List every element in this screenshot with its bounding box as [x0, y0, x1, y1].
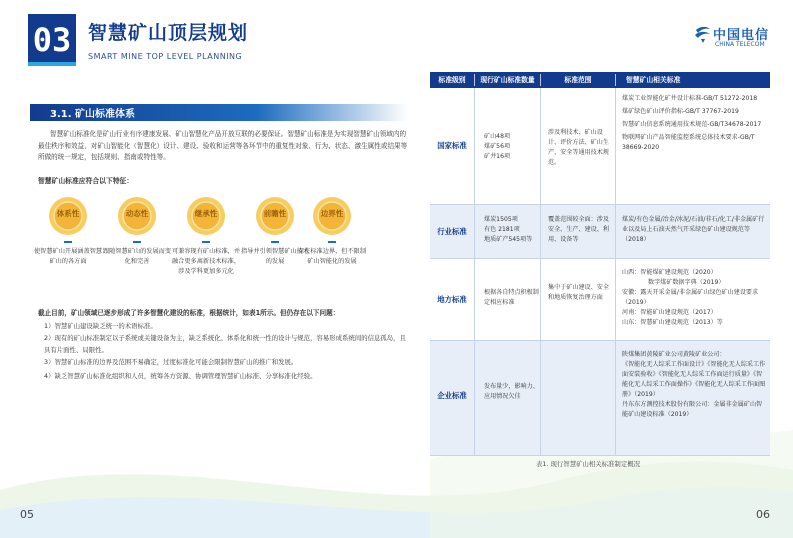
row-count: 发布量少，影响力、应用情况欠佳 — [484, 383, 539, 400]
column-divider — [540, 88, 541, 456]
feature-divider — [133, 241, 141, 243]
count-line: 矿井16项 — [484, 153, 511, 160]
feature-description: 可兼容现有矿山标准，并融合更多离新技术标准，涉及学科更加多元化 — [171, 248, 241, 275]
row-category: 企业标准 — [437, 391, 467, 400]
issue-item: 1）智慧矿山建设缺乏统一的术语标准。 — [44, 322, 157, 330]
column-divider — [615, 88, 616, 456]
row-scope: 覆盖范围较全面：涉及安全、生产、建设、利用、设备等 — [548, 216, 609, 243]
feature-label: 体系性 — [56, 209, 80, 218]
page-number-left: 05 — [20, 508, 34, 521]
table-header-cell: 智慧矿山相关标准 — [626, 76, 681, 84]
count-line: 有色 2181项 — [484, 226, 520, 233]
telecom-swirl-icon — [693, 24, 713, 44]
standard-line: 《智能化无人综采工作面设计》《智能化无人综采工作面安装验收》《智能化无人综采工作面运行质量》《智能化无人综采工作面操作》《智能化无人综采工作面图册》（2019） — [622, 361, 766, 398]
table-header-cell: 标准级别 — [438, 76, 466, 84]
feature-label: 继承性 — [194, 209, 218, 218]
feature-description: 使智慧矿山开展涵盖智慧矿山的各方面 — [33, 248, 103, 265]
row-count — [484, 215, 540, 245]
row-category: 地方标准 — [437, 295, 467, 304]
table-row — [430, 88, 770, 204]
feature-medal — [186, 196, 226, 236]
standard-line: 智慧矿山信息系统通用技术规范-GB/T34678-2017 — [622, 121, 762, 128]
feature-divider — [202, 241, 210, 243]
count-line: 地质矿产545项等 — [484, 236, 533, 243]
table-row — [430, 258, 770, 340]
feature-description: 指导并引领智慧矿山技术的发展 — [240, 248, 310, 265]
standard-line: 山东：智慧矿山建设规范（2013）等 — [622, 319, 723, 326]
row-standards: 煤炭/有色金属/冶金/冰泥/石油/非石/化工/非金属矿行业以及局上石油天然气开采绿色矿山建设规范等（2018） — [622, 216, 765, 243]
feature-divider — [64, 241, 72, 243]
chapter-number: 03 — [28, 14, 76, 66]
china-telecom-logo — [693, 24, 773, 52]
page-subtitle: SMART MINE TOP LEVEL PLANNING — [88, 52, 243, 61]
row-standards — [622, 350, 767, 420]
summary-text: 截止目前，矿山领域已逐步形成了许多智慧化建设的标准，根据统计，如表1所示。但仍存在以下问题： — [38, 309, 340, 317]
logo-text-en: CHINA TELECOM — [715, 41, 765, 48]
row-category: 行业标准 — [437, 227, 467, 236]
row-category: 国家标准 — [437, 141, 467, 150]
page-number-right: 06 — [756, 508, 770, 521]
standard-line: 山西：智能煤矿建设规范（2020） — [622, 269, 717, 276]
page-title: 智慧矿山顶层规划 — [88, 22, 249, 44]
feature-medal — [255, 196, 295, 236]
row-divider — [430, 340, 770, 341]
feature-medal — [117, 196, 157, 236]
row-scope: 集中于矿山建设、安全和地质恢复治理方面 — [548, 284, 609, 301]
row-divider — [430, 455, 770, 456]
standard-line: 煤矿绿色矿山评价指标-GB/T 37767-2019 — [622, 108, 739, 115]
feature-divider — [328, 241, 336, 243]
row-divider — [430, 204, 770, 205]
standard-line: 丹东东方测控技术股份有限公司：金属非金属矿山智能矿山建设标准（2019） — [622, 401, 763, 418]
table-header-cell: 标准范围 — [564, 76, 592, 84]
standard-line: 物联网矿山产品智能监控系统总体技术要求-GB/T 38669-2020 — [622, 134, 755, 151]
feature-label: 前瞻性 — [263, 209, 287, 218]
feature-label: 边界性 — [320, 209, 344, 218]
section-title: 3.1. 矿山标准体系 — [50, 109, 135, 120]
chapter-number-accent — [28, 62, 76, 66]
feature-description: 存在标准边界，但不限制矿山智能化的发展 — [297, 248, 367, 265]
table-header-row — [430, 72, 770, 88]
features-heading: 智慧矿山标准应符合以下特征： — [38, 177, 134, 185]
issue-item: 3）智慧矿山标准的边界及范围不易确定，过度标准化可能会限制智慧矿山的推广和发展。 — [44, 358, 298, 366]
row-divider — [430, 258, 770, 259]
intro-paragraph: 智慧矿山标准化是矿山行业有序建康发展、矿山智慧化产品开放互联的必要保证。智慧矿山标准是为实现智慧矿山领域内的最佳秩序和效益，对矿山智能化（智慧化）设计、建设、验收和运营等各环节中的重复性对象、行为、状态、激生属性或结果等所做的统一规定，包括规则、指南或特性等。 — [38, 130, 408, 161]
feature-description: 跟随智慧矿山的发展而变化和完善 — [102, 248, 172, 265]
standard-line: 河南：智能矿山建设规范（2017） — [622, 309, 717, 316]
table-header-cell: 现行矿山标准数量 — [480, 76, 535, 84]
logo-text-cn: 中国电信 — [713, 28, 770, 43]
row-count: 根据各自特点积极制定相应标准 — [484, 289, 539, 306]
count-line: 矿山48项 — [484, 133, 511, 140]
table-row — [430, 204, 770, 258]
row-scope: 涉及利技术、矿山设计、评价方法、矿山生产、安全等通用技术规范。 — [548, 129, 609, 166]
issue-item: 2）现有的矿山标准制定以子系统或关键设备为主，缺乏系统化、体系化和统一性的设计与规范，容易形成系统间的信息孤岛，且具有片面性、局限性。 — [44, 334, 406, 354]
row-standards — [622, 94, 767, 153]
issue-item: 4）缺乏智慧矿山标准化组织和人员，统筹各方资源、协调管理智慧矿山标准、分享标准化经验。 — [44, 372, 317, 380]
count-line: 煤矿56项 — [484, 143, 511, 150]
row-standards — [622, 268, 767, 328]
standard-line: 数字煤矿数据字典（2019） — [648, 279, 725, 286]
feature-divider — [271, 241, 279, 243]
table-caption: 表1. 现行智慧矿山相关标准制定概况 — [536, 460, 640, 468]
column-divider — [474, 88, 475, 456]
feature-medal — [48, 196, 88, 236]
feature-medal — [312, 196, 352, 236]
table-row — [430, 340, 770, 456]
standards-table — [430, 72, 770, 456]
standard-line: 煤炭工业智能化矿井设计标准-GB/T 51272-2018 — [622, 95, 758, 102]
standard-line: 陕煤集团黄陵矿业公司黄陵矿业公司： — [622, 351, 726, 358]
feature-label: 动态性 — [125, 209, 149, 218]
standard-line: 安徽：露天开采金属/非金属矿山绿色矿山建设要求（2019） — [622, 289, 759, 306]
count-line: 煤炭1505项 — [484, 216, 518, 223]
row-count — [484, 132, 540, 162]
